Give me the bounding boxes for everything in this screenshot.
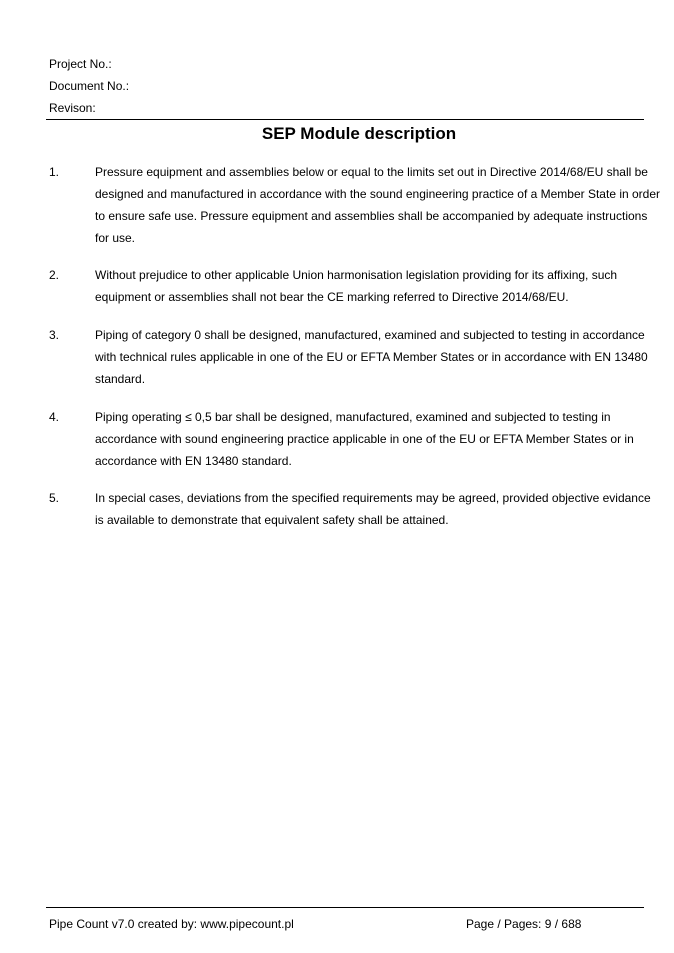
item-number: 1.	[49, 165, 60, 179]
item-number: 4.	[49, 410, 60, 424]
project-number-label: Project No.:	[49, 57, 112, 71]
item-text: Pressure equipment and assemblies below or equal to the limits set out in Directive 2014/68/EU shall be designed and manufactured in accordance with the sound engineering practice of a Member State in order to ensure safe use. Pressure equipment and assemblies shall be accompanied by adequate instructions for use.	[95, 165, 661, 245]
page-counter: Page / Pages: 9 / 688	[466, 917, 582, 931]
item-text: Piping operating ≤ 0,5 bar shall be designed, manufactured, examined and subjected to testing in accordance with sound engineering practice applicable in one of the EU or EFTA Member States or in accordance with EN 13480 standard.	[95, 410, 634, 468]
footer-divider	[46, 907, 644, 908]
document-number-label: Document No.:	[49, 79, 130, 93]
item-number: 5.	[49, 491, 60, 505]
revision-label: Revison:	[49, 101, 96, 115]
header-divider	[46, 119, 644, 120]
footer-credit: Pipe Count v7.0 created by: www.pipecount.pl	[49, 917, 294, 931]
item-text: Piping of category 0 shall be designed, manufactured, examined and subjected to testing in accordance with technical rules applicable in one of the EU or EFTA Member States or in accordance with EN 13480 standard.	[95, 328, 648, 386]
item-number: 2.	[49, 268, 60, 282]
item-text: In special cases, deviations from the specified requirements may be agreed, provided objective evidance is available to demonstrate that equivalent safety shall be attained.	[95, 491, 651, 527]
page-title: SEP Module description	[261, 124, 457, 143]
item-number: 3.	[49, 328, 60, 342]
item-text: Without prejudice to other applicable Union harmonisation legislation providing for its affixing, such equipment or assemblies shall not bear the CE marking referred to Directive 2014/68/EU.	[95, 268, 618, 304]
